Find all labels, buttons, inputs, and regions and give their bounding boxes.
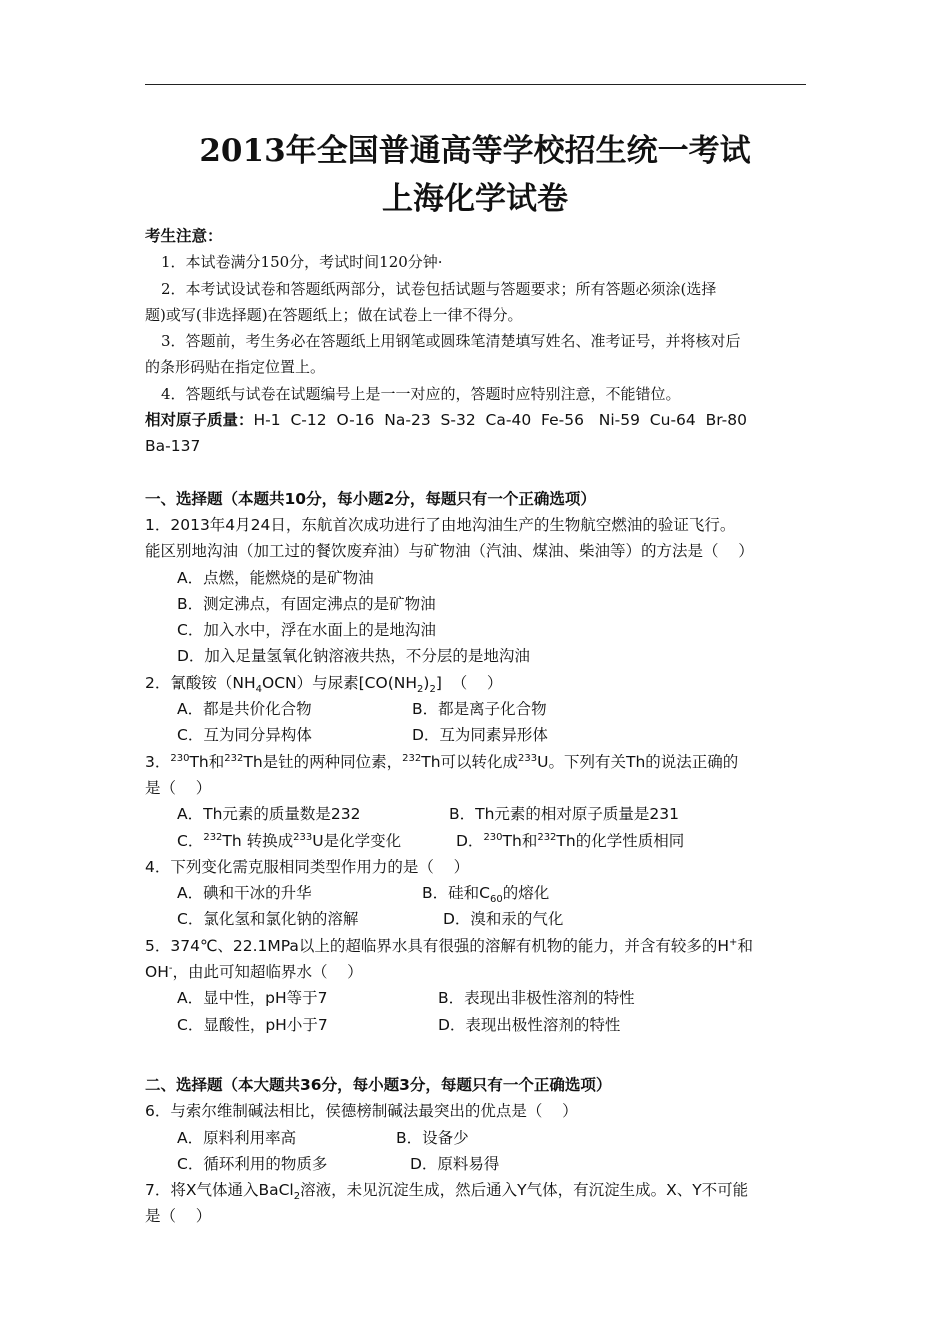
- q3-options-ab: [145, 801, 810, 827]
- section2-heading: 二、选择题（本大题共36分，每小题3分，每题只有一个正确选项）: [145, 1075, 612, 1094]
- q1-stem-cont: 能区别地沟油（加工过的餐饮废弃油）与矿物油（汽油、煤油、柴油等）的方法是（ ）: [145, 542, 754, 561]
- text: Th的化学性质相同: [556, 831, 685, 850]
- q1-option-b: B．测定沸点，有固定沸点的是矿物油: [177, 594, 436, 613]
- notice-item: 3．答题前，考生务必在答题纸上用钢笔或圆珠笔清楚填写姓名、准考证号，并将核对后: [161, 332, 741, 351]
- q3-options-cd: [145, 828, 810, 854]
- atomic-values: H-1 C-12 O-16 Na-23 S-32 Ca-40 Fe-56 Ni-59 Cu-64 Br-80: [253, 411, 747, 430]
- q5-options-cd: [145, 1012, 810, 1038]
- q4-option-c: C．氯化氢和氯化钠的溶解: [177, 910, 359, 929]
- exam-title: 2013年全国普通高等学校招生统一考试: [199, 133, 751, 169]
- q4-options-ab: [145, 880, 810, 906]
- q3-option-d: [456, 828, 684, 854]
- q3-option-c: [177, 828, 456, 854]
- atomic-label: 相对原子质量：: [145, 411, 254, 430]
- q7-stem: [145, 1177, 810, 1203]
- q3-stem: [145, 749, 810, 775]
- text: ] （ ）: [435, 673, 503, 692]
- q6-option-b: B．设备少: [396, 1128, 469, 1147]
- atomic-values-cont: Ba-137: [145, 437, 201, 456]
- q5-option-b: B．表现出非极性溶剂的特性: [438, 989, 635, 1008]
- text: ): [423, 673, 430, 692]
- q4-stem: 4．下列变化需克服相同类型作用力的是（ ）: [145, 857, 470, 876]
- q5-options-ab: [145, 985, 810, 1011]
- q2-stem: [145, 670, 810, 696]
- q6-option-a: A．原料利用率高: [177, 1128, 297, 1147]
- q5-option-a: A．显中性，pH等于7: [177, 989, 328, 1008]
- text: 3．: [145, 752, 171, 771]
- q5-option-c: C．显酸性，pH小于7: [177, 1015, 328, 1034]
- q2-option-d: D．互为同素异形体: [412, 726, 548, 745]
- q6-option-c: C．循环利用的物质多: [177, 1154, 328, 1173]
- mass-number: 232: [537, 831, 557, 843]
- subscript: 2: [429, 683, 436, 695]
- notice-item: 的条形码贴在指定位置上。: [145, 358, 326, 377]
- text: 的熔化: [502, 884, 550, 903]
- q5-option-d: D．表现出极性溶剂的特性: [438, 1015, 621, 1034]
- q2-options-ab: [145, 696, 810, 722]
- atomic-masses: [145, 407, 810, 433]
- text: OH: [145, 963, 169, 982]
- text: 5．374℃、22.1MPa以上的超临界水具有很强的溶解有机物的能力，并含有较多的H: [145, 936, 730, 955]
- subscript: 4: [255, 683, 262, 695]
- q5-stem-cont: [145, 959, 810, 985]
- q1-stem: 1．2013年4月24日，东航首次成功进行了由地沟油生产的生物航空燃油的验证飞行。: [145, 515, 736, 534]
- q5-stem: [145, 933, 810, 959]
- q3-stem-cont: 是（ ）: [145, 778, 212, 797]
- text: OCN）与尿素[CO(NH: [262, 673, 417, 692]
- text: U。下列有关Th的说法正确的: [537, 752, 739, 771]
- subscript: 2: [417, 683, 424, 695]
- text: Th和: [502, 831, 538, 850]
- q3-option-a: A．Th元素的质量数是232: [177, 805, 361, 824]
- q2-options-cd: [145, 722, 810, 748]
- q4-option-b: [422, 880, 549, 906]
- superscript: +: [729, 936, 738, 948]
- text: B．硅和C: [422, 884, 490, 903]
- text: U是化学变化: [312, 831, 402, 850]
- mass-number: 232: [203, 831, 223, 843]
- q4-options-cd: [145, 906, 810, 932]
- text: 和: [737, 936, 753, 955]
- q2-option-c: C．互为同分异构体: [177, 726, 312, 745]
- q4-option-a: A．碘和干冰的升华: [177, 884, 312, 903]
- q7-stem-cont: 是（ ）: [145, 1207, 212, 1226]
- q6-options-ab: [145, 1125, 810, 1151]
- notice-item: 1．本试卷满分150分，考试时间120分钟·: [161, 253, 443, 272]
- document-body: [145, 223, 810, 1230]
- q6-stem: 6．与索尔维制碱法相比，侯德榜制碱法最突出的优点是（ ）: [145, 1102, 578, 1121]
- q6-options-cd: [145, 1151, 810, 1177]
- text: Th和: [189, 752, 225, 771]
- text: C．: [177, 831, 204, 850]
- mass-number: 232: [402, 752, 422, 764]
- q2-option-a: A．都是共价化合物: [177, 700, 312, 719]
- text: 溶液，未见沉淀生成，然后通入Y气体，有沉淀生成。X、Y不可能: [300, 1181, 749, 1200]
- text: Th 转换成: [222, 831, 294, 850]
- mass-number: 230: [170, 752, 190, 764]
- text: 2．氰酸铵（NH: [145, 673, 256, 692]
- q3-option-b: B．Th元素的相对原子质量是231: [449, 805, 680, 824]
- mass-number: 233: [518, 752, 538, 764]
- notice-heading: 考生注意：: [145, 227, 223, 245]
- q1-option-a: A．点燃，能燃烧的是矿物油: [177, 568, 374, 587]
- text: 7．将X气体通入BaCl: [145, 1181, 294, 1200]
- q6-option-d: D．原料易得: [410, 1154, 500, 1173]
- mass-number: 232: [224, 752, 244, 764]
- notice-item: 2．本考试设试卷和答题纸两部分，试卷包括试题与答题要求；所有答题必须涂(选择: [161, 279, 717, 298]
- text: D．: [456, 831, 484, 850]
- subscript: 2: [293, 1191, 301, 1203]
- mass-number: 230: [483, 831, 503, 843]
- section1-heading: 一、选择题（本题共10分，每小题2分，每题只有一个正确选项）: [145, 489, 596, 508]
- q1-option-d: D．加入足量氢氧化钠溶液共热，不分层的是地沟油: [177, 647, 530, 666]
- header-rule: [145, 84, 806, 85]
- notice-item: 4．答题纸与试卷在试题编号上是一一对应的，答题时应特别注意，不能错位。: [161, 384, 681, 403]
- subscript: 60: [489, 894, 503, 906]
- q2-option-b: B．都是离子化合物: [412, 700, 547, 719]
- q4-option-d: D．溴和汞的气化: [443, 910, 564, 929]
- text: Th是钍的两种同位素，: [243, 752, 403, 771]
- exam-subtitle: 上海化学试卷: [382, 181, 568, 217]
- text: Th可以转化成: [421, 752, 519, 771]
- notice-item: 题)或写(非选择题)在答题纸上；做在试卷上一律不得分。: [145, 305, 523, 324]
- superscript: -: [168, 962, 173, 974]
- text: ，由此可知超临界水（ ）: [172, 963, 363, 982]
- mass-number: 233: [293, 831, 313, 843]
- q1-option-c: C．加入水中，浮在水面上的是地沟油: [177, 621, 436, 640]
